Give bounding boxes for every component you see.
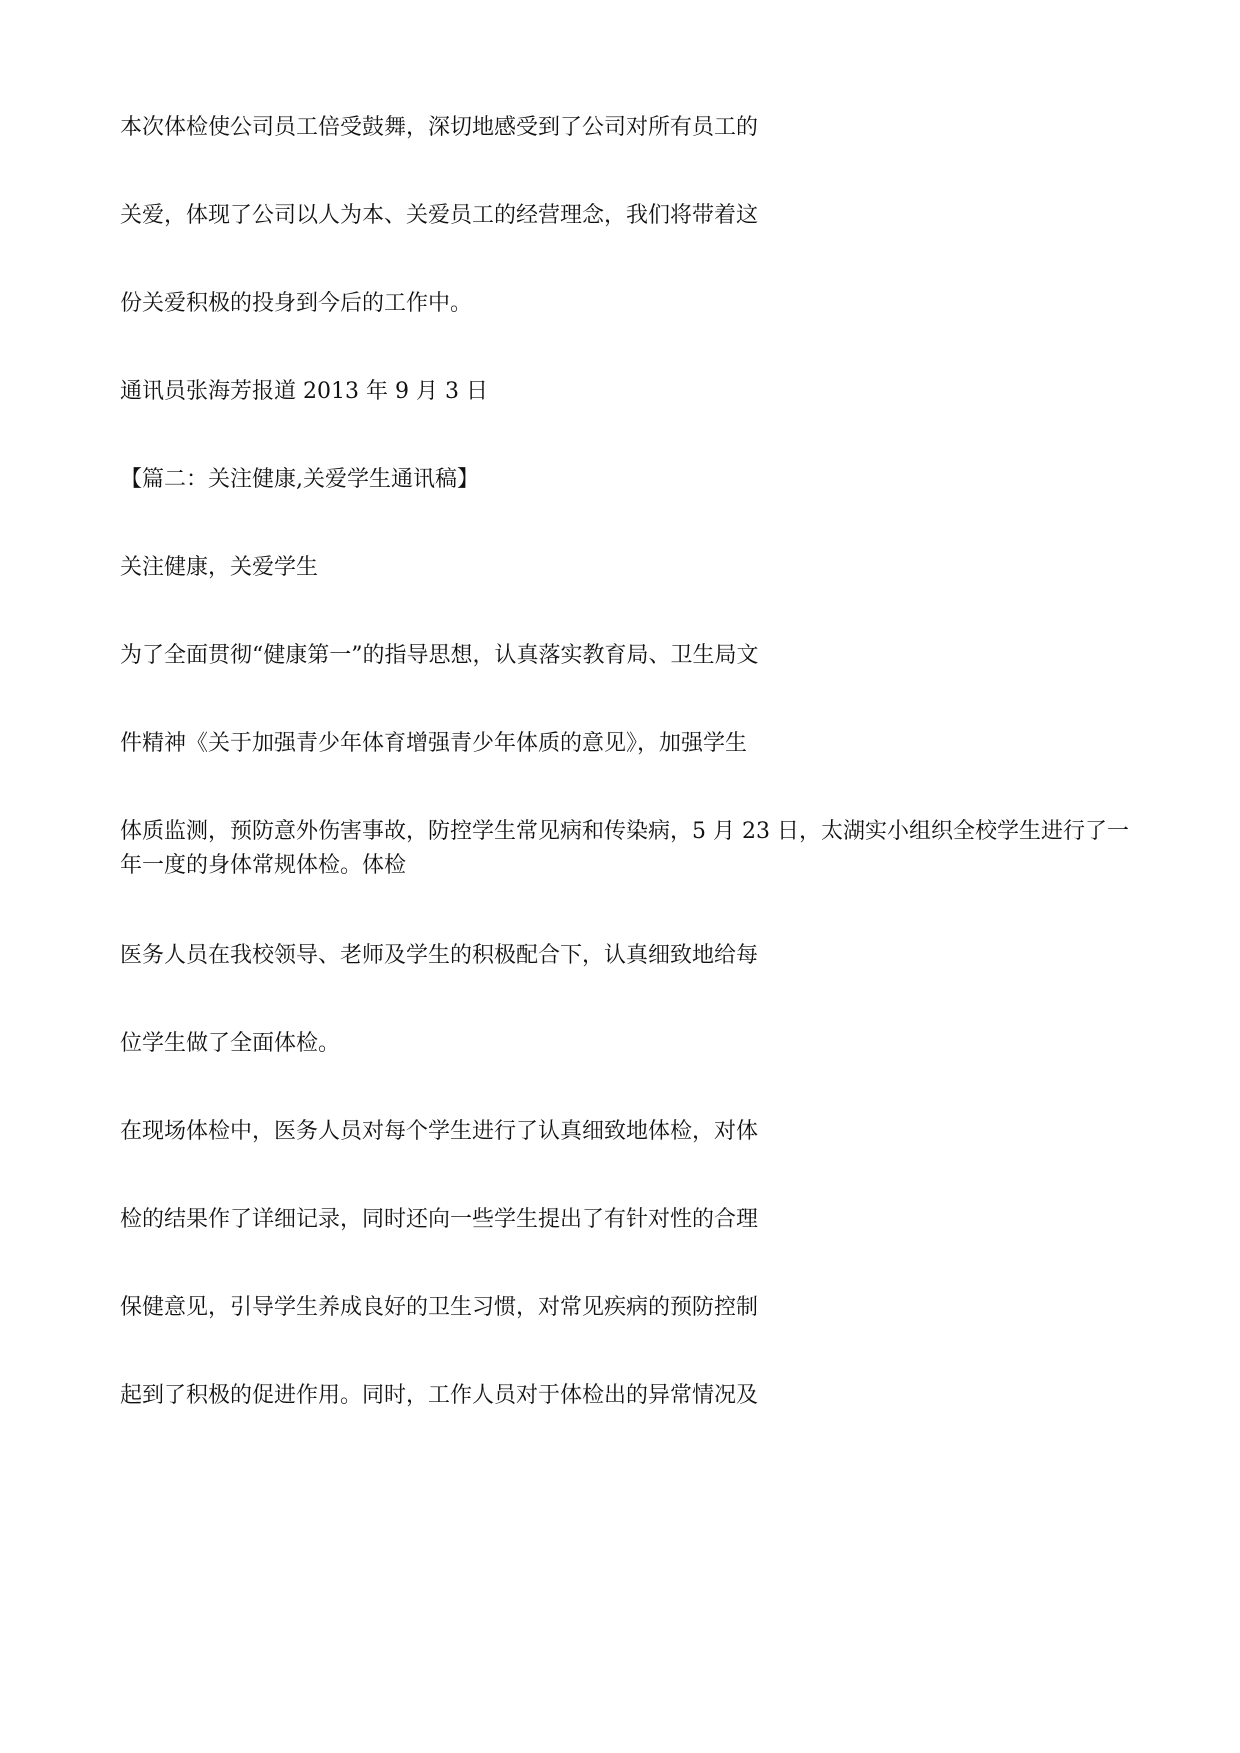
paragraph-line: 为了全面贯彻“健康第一”的指导思想，认真落实教育局、卫生局文 <box>120 643 759 668</box>
paragraph-line: 本次体检使公司员工倍受鼓舞，深切地感受到了公司对所有员工的 <box>120 115 759 140</box>
article-title: 关注健康，关爱学生 <box>120 555 319 580</box>
section-heading: 【篇二：关注健康,关爱学生通讯稿】 <box>120 467 479 492</box>
paragraph-line: 份关爱积极的投身到今后的工作中。 <box>120 291 473 316</box>
paragraph-line: 检的结果作了详细记录，同时还向一些学生提出了有针对性的合理 <box>120 1207 759 1232</box>
paragraph-line: 位学生做了全面体检。 <box>120 1031 341 1056</box>
paragraph-line: 在现场体检中，医务人员对每个学生进行了认真细致地体检，对体 <box>120 1119 759 1144</box>
paragraph-line: 件精神《关于加强青少年体育增强青少年体质的意见》，加强学生 <box>120 731 748 756</box>
paragraph-line: 保健意见，引导学生养成良好的卫生习惯，对常见疾病的预防控制 <box>120 1295 759 1320</box>
paragraph-line: 关爱，体现了公司以人为本、关爱员工的经营理念，我们将带着这 <box>120 203 759 228</box>
paragraph-line: 体质监测，预防意外伤害事故，防控学生常见病和传染病，5 月 23 日，太湖实小组织全校学生进行了一年一度的身体常规体检。体检 <box>120 819 1129 878</box>
report-byline: 通讯员张海芳报道 2013 年 9 月 3 日 <box>120 379 488 404</box>
paragraph-line: 起到了积极的促进作用。同时，工作人员对于体检出的异常情况及 <box>120 1383 759 1408</box>
paragraph-line: 医务人员在我校领导、老师及学生的积极配合下，认真细致地给每 <box>120 943 759 968</box>
